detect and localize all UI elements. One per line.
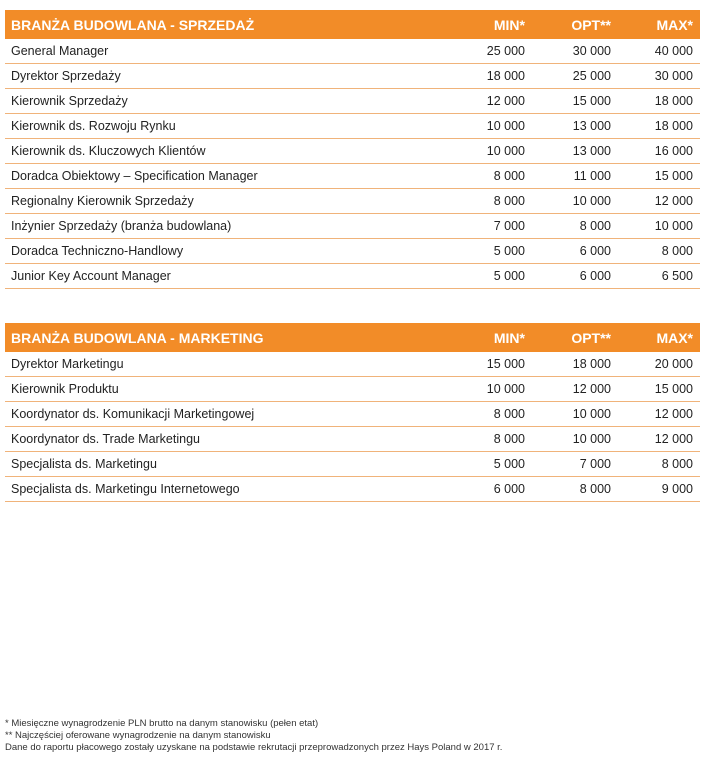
opt-salary-cell: 8 000 (579, 219, 611, 233)
max-salary-cell: 20 000 (654, 357, 693, 371)
min-salary-cell: 10 000 (486, 144, 525, 158)
table-title: BRANŻA BUDOWLANA - MARKETING (11, 329, 264, 346)
table-body (5, 39, 700, 289)
min-salary-cell: 5 000 (493, 457, 525, 471)
opt-salary-cell: 15 000 (572, 94, 611, 108)
max-salary-cell: 12 000 (654, 194, 693, 208)
column-header-opt: OPT** (571, 329, 611, 346)
opt-salary-cell: 30 000 (572, 44, 611, 58)
footnotes (5, 718, 715, 754)
table-row (5, 377, 700, 402)
opt-salary-cell: 6 000 (579, 269, 611, 283)
sales-salary-table (5, 10, 700, 289)
table-row (5, 264, 700, 289)
table-row (5, 214, 700, 239)
table-row (5, 39, 700, 64)
table-header (5, 10, 700, 39)
position-cell: Dyrektor Marketingu (11, 357, 124, 371)
position-cell: Koordynator ds. Trade Marketingu (11, 432, 200, 446)
opt-salary-cell: 12 000 (572, 382, 611, 396)
min-salary-cell: 25 000 (486, 44, 525, 58)
table-row (5, 164, 700, 189)
max-salary-cell: 18 000 (654, 119, 693, 133)
column-header-max: MAX* (656, 329, 693, 346)
min-salary-cell: 8 000 (493, 169, 525, 183)
column-header-opt: OPT** (571, 16, 611, 33)
position-cell: Doradca Obiektowy – Specification Manager (11, 169, 258, 183)
table-row (5, 452, 700, 477)
table-body (5, 352, 700, 502)
table-row (5, 402, 700, 427)
table-row (5, 139, 700, 164)
min-salary-cell: 8 000 (493, 432, 525, 446)
opt-salary-cell: 10 000 (572, 432, 611, 446)
column-header-max: MAX* (656, 16, 693, 33)
table-row (5, 189, 700, 214)
opt-salary-cell: 6 000 (579, 244, 611, 258)
footnote-source: Dane do raportu płacowego zostały uzyskane na podstawie rekrutacji przeprowadzonych przez Hays Poland w 2017 r. (5, 742, 503, 753)
min-salary-cell: 10 000 (486, 382, 525, 396)
position-cell: Koordynator ds. Komunikacji Marketingowej (11, 407, 255, 421)
opt-salary-cell: 13 000 (572, 119, 611, 133)
position-cell: Dyrektor Sprzedaży (11, 69, 121, 83)
max-salary-cell: 9 000 (661, 482, 693, 496)
max-salary-cell: 6 500 (661, 269, 693, 283)
position-cell: Junior Key Account Manager (11, 269, 171, 283)
footnote-opt: ** Najczęściej oferowane wynagrodzenie na danym stanowisku (5, 730, 271, 741)
opt-salary-cell: 7 000 (579, 457, 611, 471)
min-salary-cell: 12 000 (486, 94, 525, 108)
min-salary-cell: 10 000 (486, 119, 525, 133)
opt-salary-cell: 11 000 (573, 169, 611, 183)
table-header (5, 323, 700, 352)
max-salary-cell: 15 000 (654, 169, 693, 183)
min-salary-cell: 8 000 (493, 194, 525, 208)
position-cell: General Manager (11, 44, 109, 58)
opt-salary-cell: 25 000 (572, 69, 611, 83)
max-salary-cell: 10 000 (654, 219, 693, 233)
table-row (5, 427, 700, 452)
min-salary-cell: 5 000 (493, 244, 525, 258)
table-row (5, 477, 700, 502)
column-header-min: MIN* (493, 329, 525, 346)
position-cell: Specjalista ds. Marketingu Internetowego (11, 482, 240, 496)
max-salary-cell: 40 000 (654, 44, 693, 58)
min-salary-cell: 15 000 (486, 357, 525, 371)
max-salary-cell: 8 000 (661, 244, 693, 258)
column-header-min: MIN* (493, 16, 525, 33)
min-salary-cell: 6 000 (493, 482, 525, 496)
min-salary-cell: 8 000 (493, 407, 525, 421)
table-row (5, 352, 700, 377)
min-salary-cell: 7 000 (493, 219, 525, 233)
opt-salary-cell: 10 000 (572, 407, 611, 421)
position-cell: Doradca Techniczno-Handlowy (11, 244, 184, 258)
table-row (5, 89, 700, 114)
max-salary-cell: 12 000 (654, 432, 693, 446)
position-cell: Specjalista ds. Marketingu (11, 457, 157, 471)
table-row (5, 114, 700, 139)
position-cell: Regionalny Kierownik Sprzedaży (11, 194, 194, 208)
position-cell: Kierownik Produktu (11, 382, 119, 396)
max-salary-cell: 30 000 (654, 69, 693, 83)
max-salary-cell: 12 000 (654, 407, 693, 421)
footnote-min-max: * Miesięczne wynagrodzenie PLN brutto na danym stanowisku (pełen etat) (5, 718, 319, 729)
opt-salary-cell: 10 000 (572, 194, 611, 208)
max-salary-cell: 16 000 (654, 144, 693, 158)
opt-salary-cell: 8 000 (579, 482, 611, 496)
position-cell: Inżynier Sprzedaży (branża budowlana) (11, 219, 232, 233)
max-salary-cell: 8 000 (661, 457, 693, 471)
opt-salary-cell: 13 000 (572, 144, 611, 158)
position-cell: Kierownik Sprzedaży (11, 94, 128, 108)
max-salary-cell: 15 000 (654, 382, 693, 396)
marketing-salary-table (5, 323, 700, 502)
table-row (5, 64, 700, 89)
opt-salary-cell: 18 000 (572, 357, 611, 371)
min-salary-cell: 18 000 (486, 69, 525, 83)
table-row (5, 239, 700, 264)
table-title: BRANŻA BUDOWLANA - SPRZEDAŻ (11, 16, 255, 33)
position-cell: Kierownik ds. Rozwoju Rynku (11, 119, 176, 133)
position-cell: Kierownik ds. Kluczowych Klientów (11, 144, 206, 158)
max-salary-cell: 18 000 (654, 94, 693, 108)
min-salary-cell: 5 000 (493, 269, 525, 283)
